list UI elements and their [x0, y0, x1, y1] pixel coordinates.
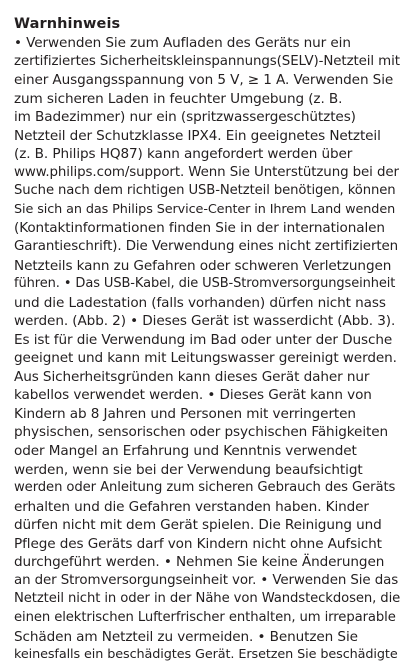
body-line: werden, wenn sie bei der Verwendung beaufsichtigt — [14, 461, 363, 478]
body-line: zum sicheren Laden in feuchter Umgebung (z. B. — [14, 90, 343, 107]
body-line: führen. • Das USB-Kabel, die USB-Stromversorgungseinheit — [14, 276, 396, 292]
body-line: Suche nach dem richtigen USB-Netzteil benötigen, können — [14, 183, 396, 199]
body-line: zertifiziertes Sicherheitskleinspannungs(SELV)-Netzteil mit — [14, 53, 400, 69]
body-line: werden. (Abb. 2) • Dieses Gerät ist wasserdicht (Abb. 3). — [14, 313, 396, 330]
body-line: Garantieschrift). Die Verwendung eines nicht zertifizierten — [14, 239, 399, 255]
body-line: und die Ladestation (falls vorhanden) dürfen nicht nass — [14, 294, 386, 311]
body-line: Kindern ab 8 Jahren und Personen mit verringerten — [14, 405, 356, 422]
body-line: an der Stromversorgungseinheit vor. • Verwenden Sie das — [14, 572, 399, 588]
body-line: Aus Sicherheitsgründen kann dieses Gerät daher nur — [14, 368, 370, 385]
body-line: im Badezimmer) nur ein (spritzwassergeschütztes) — [14, 109, 356, 126]
body-line: erhalten und die Gefahren verstanden haben. Kinder — [14, 498, 369, 515]
warning-heading: Warnhinweis — [14, 16, 121, 32]
body-line: oder Mangel an Erfahrung und Kenntnis verwendet — [14, 443, 357, 460]
body-line: • Verwenden Sie zum Aufladen des Geräts nur ein — [14, 35, 351, 51]
body-line: einer Ausgangsspannung von 5 V, ≥ 1 A. Verwenden Sie — [14, 72, 394, 89]
body-line: keinesfalls ein beschädigtes Gerät. Ersetzen Sie beschädigte — [14, 647, 398, 663]
document-page — [14, 14, 400, 665]
body-line: Schäden am Netzteil zu vermeiden. • Benutzen Sie — [14, 628, 358, 645]
body-line: geeignet und kann mit Leitungswasser gereinigt werden. — [14, 350, 397, 367]
warning-body — [14, 34, 400, 665]
body-line: werden oder Anleitung zum sicheren Gebrauch des Geräts — [14, 480, 396, 496]
body-line: durchgeführt werden. • Nehmen Sie keine Änderungen — [14, 554, 385, 571]
body-line: Netzteil der Schutzklasse IPX4. Ein geeignetes Netzteil — [14, 127, 381, 144]
body-line: Sie sich an das Philips Service-Center in Ihrem Land wenden — [14, 201, 396, 217]
body-line: kabellos verwendet werden. • Dieses Gerät kann von — [14, 387, 372, 404]
body-line: Es ist für die Verwendung im Bad oder unter der Dusche — [14, 331, 393, 348]
body-line: (Kontaktinformationen finden Sie in der internationalen — [14, 220, 385, 237]
body-line: (z. B. Philips HQ87) kann angefordert werden über — [14, 146, 353, 163]
body-line: einen elektrischen Lufterfrischer enthalten, um irreparable — [14, 609, 396, 625]
body-line: Netzteils kann zu Gefahren oder schweren Verletzungen — [14, 257, 392, 274]
body-line: physischen, sensorischen oder psychischen Fähigkeiten — [14, 424, 389, 441]
body-line: Netzteil nicht in oder in der Nähe von Wandsteckdosen, die — [14, 591, 401, 607]
body-line: Pflege des Geräts darf von Kindern nicht ohne Aufsicht — [14, 535, 382, 552]
body-line: www.philips.com/support. Wenn Sie Unterstützung bei der — [14, 164, 399, 180]
body-line: dürfen nicht mit dem Gerät spielen. Die Reinigung und — [14, 517, 382, 534]
